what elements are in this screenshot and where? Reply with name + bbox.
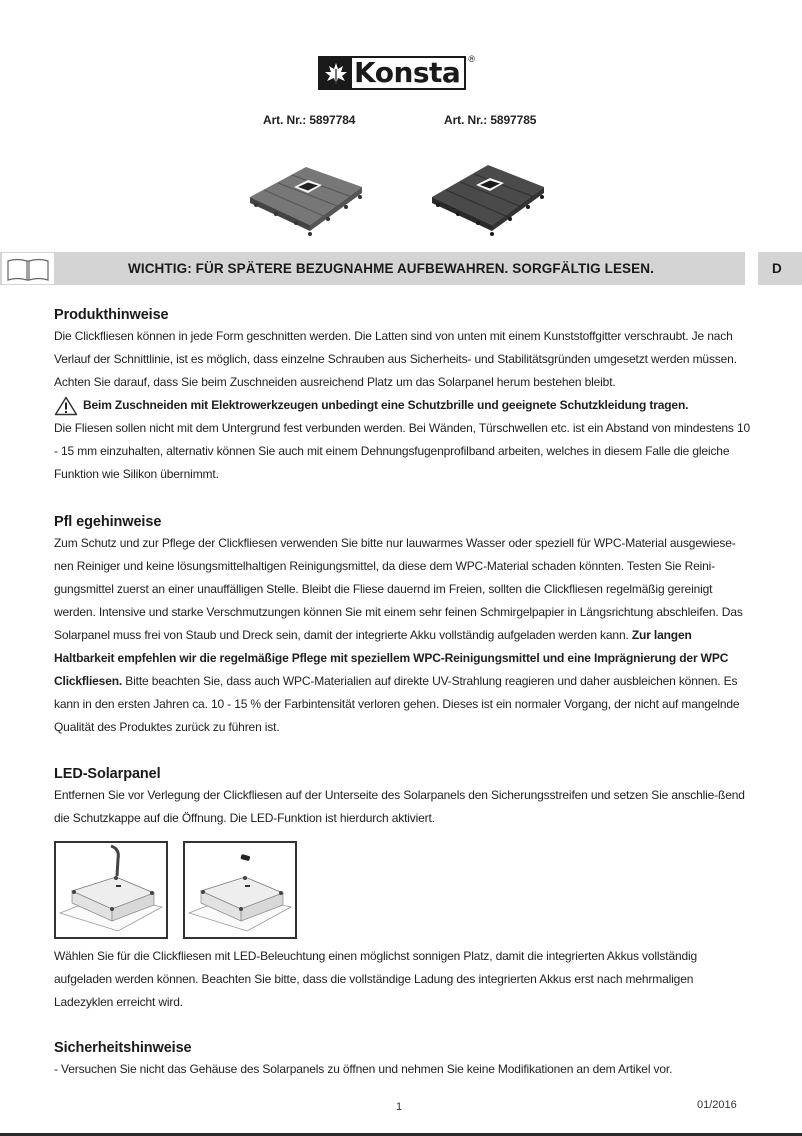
paragraph-text: Bitte beachten Sie, dass auch WPC-Materialien auf direkte UV-Strahlung reagieren und daher ausbleichen können. Es kann in den ersten Jahren ca. 10 - 15 % der Farbintensität verloren gehen. Dieses ist ein normaler Vorgang, der nicht auf mangelnde Qualität des Produktes zurück zu führen ist. (54, 674, 740, 734)
product-image-dark-tile (428, 145, 548, 240)
paragraph-bold-text: Zur langen Haltbarkeit empfehlen wir die regelmäßige Pflege mit speziellem WPC-Reinigungsmittel und eine Imprägnierung der WPC Clickfliesen. (54, 628, 729, 688)
paragraph: Wählen Sie für die Clickfliesen mit LED-Beleuchtung einen möglichst sonnigen Platz, damit die integrierten Akkus vollständig aufgeladen werden können. Beachten Sie bitte, dass die vollständige Ladung des integrierten Akkus erst nach mehrmaligen Ladezyklen erreicht wird. (54, 949, 698, 1009)
section-produkthinweise (54, 305, 754, 486)
paragraph: Entfernen Sie vor Verlegung der Clickfliesen auf der Unterseite des Solarpanels den Sicherungsstreifen und setzen Sie anschlie-ßend die Schutzkappe auf die Öffnung. Die LED-Funktion ist hierdurch aktiviert. (54, 788, 745, 825)
banner-text: WICHTIG: FÜR SPÄTERE BEZUGNAHME AUFBEWAHREN. SORGFÄLTIG LESEN. (128, 261, 654, 276)
paragraph: - Versuchen Sie nicht das Gehäuse des Solarpanels zu öffnen und nehmen Sie keine Modifikationen an dem Artikel vor. (54, 1062, 673, 1076)
section-title: LED-Solarpanel (54, 766, 161, 782)
paragraph (54, 532, 754, 739)
section-title: Pfl egehinweise (54, 514, 162, 530)
paragraph: Die Clickfliesen können in jede Form geschnitten werden. Die Latten sind von unten mit einem Kunststoffgitter verschraubt. Je nach Verlauf der Schnittlinie, ist es möglich, dass einzelne Schrauben aus Sicherheits- und Stabilitätsgründen umgesetzt werden müssen. Achten Sie darauf, dass Sie beim Zuschneiden ausreichend Platz um das Solarpanel herum bestehen bleibt. (54, 329, 737, 389)
section-title: Sicherheitshinweise (54, 1040, 192, 1056)
product-image-grey-tile (246, 145, 366, 240)
warning-triangle-icon (54, 396, 78, 416)
paragraph-text: Zum Schutz und zur Pflege der Clickfliesen verwenden Sie bitte nur lauwarmes Wasser oder speziell für WPC-Material ausgewiese-nen Reiniger und keine lösungsmittelhaltigen Reinigungsmittel, da diese dem WPC-Material schaden könnten. Testen Sie Reini-gungsmittel zuerst an einer unauffälligen Stelle. Bleibt die Fliese dauernd im Freien, sollten die Clickfliesen regelmäßig gereinigt werden. Intensive und starke Verschmutzungen können Sie mit einem sehr feinen Schmirgelpapier in Längsrichtung abschleifen. Das Solarpanel muss frei von Staub und Dreck sein, damit der integrierte Akku vollständig aufgeladen werden kann. (54, 536, 743, 642)
konsta-logo (318, 56, 475, 90)
registered-mark: ® (468, 54, 475, 64)
section-sicherheitshinweise (54, 1038, 672, 1081)
article-number-1: Art. Nr.: 5897784 (263, 113, 356, 127)
solarpanel-cap-figure (183, 841, 297, 939)
section-led-solarpanel (54, 764, 754, 830)
page-number: 1 (396, 1101, 403, 1113)
leaf-icon (320, 58, 352, 88)
warning-text: Beim Zuschneiden mit Elektrowerkzeugen unbedingt eine Schutzbrille und geeignete Schutzkleidung tragen. (83, 398, 689, 412)
section-pflegehinweise (54, 512, 754, 739)
warning-note (54, 394, 754, 417)
important-notice-banner (0, 252, 802, 285)
banner-divider (745, 252, 758, 285)
paragraph: Die Fliesen sollen nicht mit dem Untergrund fest verbunden werden. Bei Wänden, Türschwellen etc. ist ein Abstand von mindestens 10 - 15 mm einzuhalten, alternativ können Sie auch mit einem Dehnungsfugenprofilband arbeiten, welches in diesem Falle die gleiche Funktion wie Silikon übernimmt. (54, 421, 750, 481)
solarpanel-strip-removal-figure (54, 841, 168, 939)
led-section-continued (54, 945, 754, 1014)
language-code: D (772, 261, 782, 276)
section-title: Produkthinweise (54, 307, 169, 323)
brand-name: Konsta (354, 56, 461, 89)
article-number-2: Art. Nr.: 5897785 (444, 113, 537, 127)
led-figures (54, 841, 297, 939)
document-date: 01/2016 (697, 1099, 737, 1111)
